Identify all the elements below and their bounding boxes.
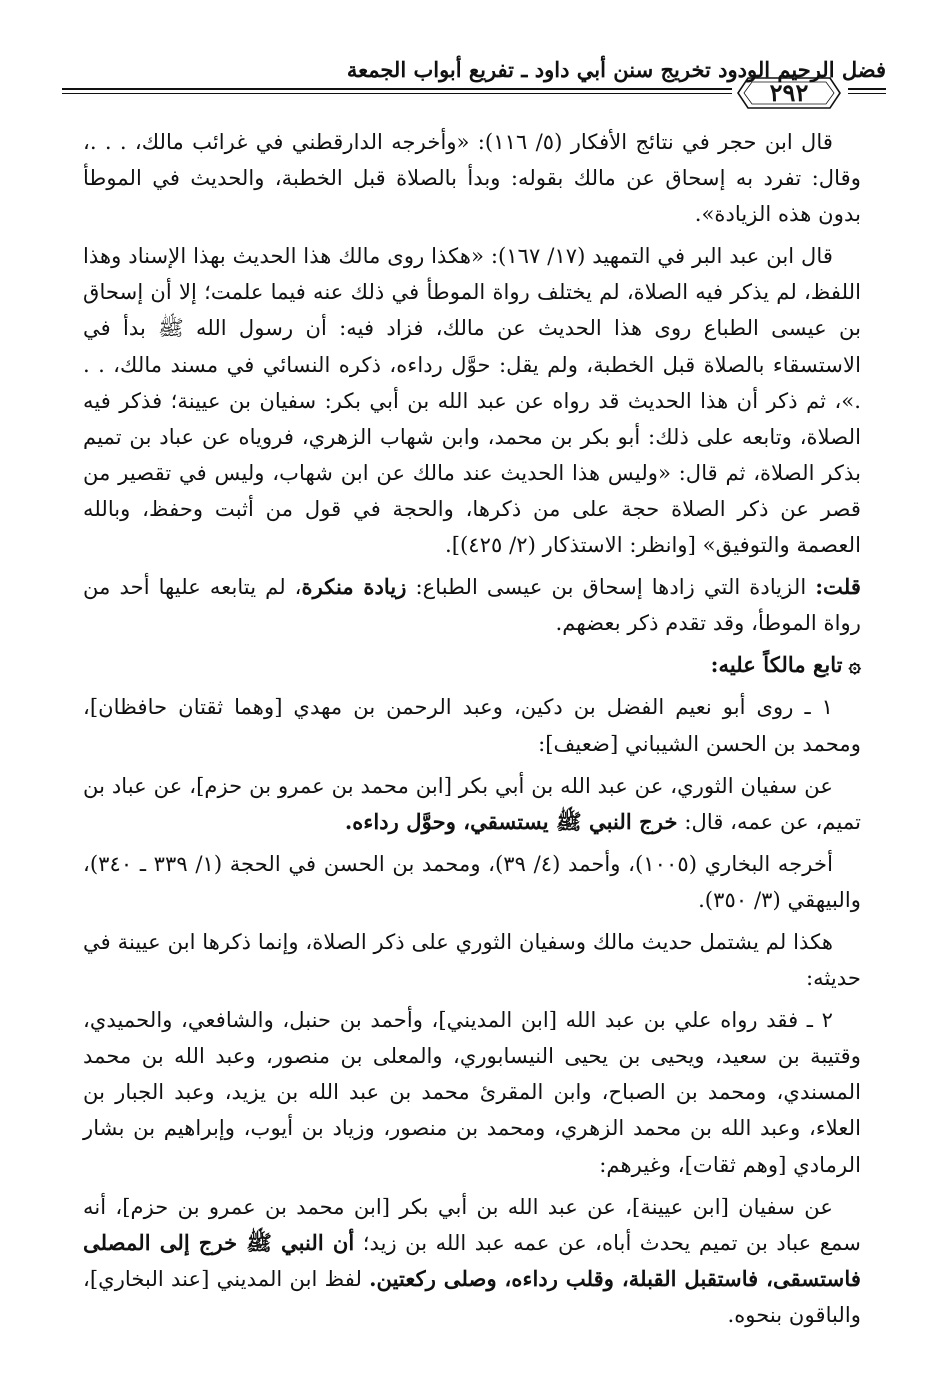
bold-text-segment: أن النبي ﷺ خرج إلى المصلى فاستسقى، فاستقبل القبلة، وقلب رداءه، وصلى ركعتين. <box>83 1229 861 1291</box>
header-rule-left <box>62 88 732 90</box>
text-segment: قال ابن عبد البر في التمهيد (١٧/ ١٦٧): «هكذا روى مالك هذا الحديث بهذا الإسناد وهذا اللفظ، لم يذكر فيه الصلاة، لم يختلف رواة الموطأ في ذلك عنه فيما علمت؛ إلا أن إسحاق بن عيسى الطباع روى هذا الحديث عن مالك، فزاد فيه: أن رسول الله ﷺ بدأ في الاستسقاء بالصلاة قبل الخطبة، ولم يقل: حوَّل رداءه، ذكره النسائي في مسند مالك، . . .»، ثم ذكر أن هذا الحديث قد رواه عن عبد الله بن أبي بكر: سفيان بن عيينة؛ فذكر فيه الصلاة، وتابعه على ذلك: أبو بكر بن محمد، وابن شهاب الزهري، فروياه عن عباد بن تميم بذكر الصلاة، ثم قال: «وليس هذا الحديث عند مالك عن ابن شهاب، وليس في تقصير من قصر عن ذكر الصلاة حجة على من ذكرها، والحجة في قول من أثبت وحفظ، وبالله العصمة والتوفيق» [وانظر: الاستذكار (٢/ ٤٢٥)]. <box>83 243 861 558</box>
flower-ornament-icon: ۞ <box>848 652 861 678</box>
paragraph-chain-1 <box>83 768 861 840</box>
running-title: فضل الرحيم الودود تخريج سنن أبي داود ـ تفريع أبواب الجمعة <box>346 57 886 82</box>
subheading-text: تابع مالكاً عليه: <box>710 652 843 678</box>
text-segment: ، لم يتابعه عليها أحد من رواة الموطأ، وقد تقدم ذكر بعضهم. <box>83 574 861 636</box>
text-segment: ١ ـ روى أبو نعيم الفضل بن دكين، وعبد الرحمن بن مهدي [وهما ثقتان حافظان]، ومحمد بن الحسن الشيباني [ضعيف]: <box>83 694 861 756</box>
header-rule-right-thin <box>848 93 886 94</box>
text-segment: عن سفيان الثوري، عن عبد الله بن أبي بكر [ابن محمد بن عمرو بن حزم]، عن عباد بن تميم، عن عمه، قال: <box>83 772 861 834</box>
text-segment: هكذا لم يشتمل حديث مالك وسفيان الثوري على ذكر الصلاة، وإنما ذكرها ابن عيينة في حديثه: <box>83 928 861 991</box>
paragraph-takhrij-1 <box>83 846 861 918</box>
paragraph-comment <box>83 924 861 996</box>
text-segment: أخرجه البخاري (١٠٠٥)، وأحمد (٤/ ٣٩)، ومحمد بن الحسن في الحجة (١/ ٣٣٩ ـ ٣٤٠)، والبيهقي (٣/ ٣٥٠). <box>83 850 861 912</box>
text-segment: لفظ ابن المديني [عند البخاري]، والباقون بنحوه. <box>83 1265 861 1327</box>
bold-text-segment: خرج النبي ﷺ يستسقي، وحوَّل رداءه. <box>344 808 678 834</box>
page-number: ٢٩٢ <box>769 78 809 107</box>
page-number-frame <box>736 76 842 110</box>
subheading <box>83 647 861 683</box>
text-segment: ٢ ـ فقد رواه علي بن عبد الله [ابن المديني]، وأحمد بن حنبل، والشافعي، والحميدي، وقتيبة بن سعيد، ويحيى بن يحيى النيسابوري، والمعلى بن منصور، وعبد الله بن محمد المسندي، ومحمد بن الصباح، وابن المقرئ محمد بن عبد الله بن يزيد، وعبد الجبار بن العلاء، وعبد الله بن محمد الزهري، ومحمد بن منصور، وزياد بن أيوب، وإبراهيم بن بشار الرمادي [وهم ثقات]، وغيرهم: <box>83 1007 861 1177</box>
bold-text-segment: زيادة منكرة <box>301 574 407 600</box>
paragraph-narration-1 <box>83 689 861 761</box>
paragraph-qultu <box>83 569 861 641</box>
paragraph-ibn-abd-al-barr <box>83 238 861 563</box>
header-rule-right <box>848 88 886 90</box>
paragraph-ibn-hajar <box>83 124 861 232</box>
text-segment: عن سفيان [ابن عيينة]، عن عبد الله بن أبي بكر [ابن محمد بن عمرو بن حزم]، أنه سمع عباد بن تميم يحدث أباه، عن عمه عبد الله بن زيد؛ <box>83 1193 861 1255</box>
page-header <box>62 52 886 132</box>
paragraph-narration-2 <box>83 1002 861 1182</box>
text-segment: قال ابن حجر في نتائج الأفكار (٥/ ١١٦): «وأخرجه الدارقطني في غرائب مالك، . . .، وقال: تفرد به إسحاق عن مالك بقوله: وبدأ بالصلاة قبل الخطبة، والحديث في الموطأ بدون هذه الزيادة». <box>83 129 861 227</box>
bold-text-segment: قلت: <box>815 574 861 600</box>
header-rule-left-thin <box>62 93 732 94</box>
page-body <box>83 124 861 1339</box>
paragraph-chain-2 <box>83 1189 861 1333</box>
text-segment: الزيادة التي زادها إسحاق بن عيسى الطباع: <box>406 574 816 600</box>
